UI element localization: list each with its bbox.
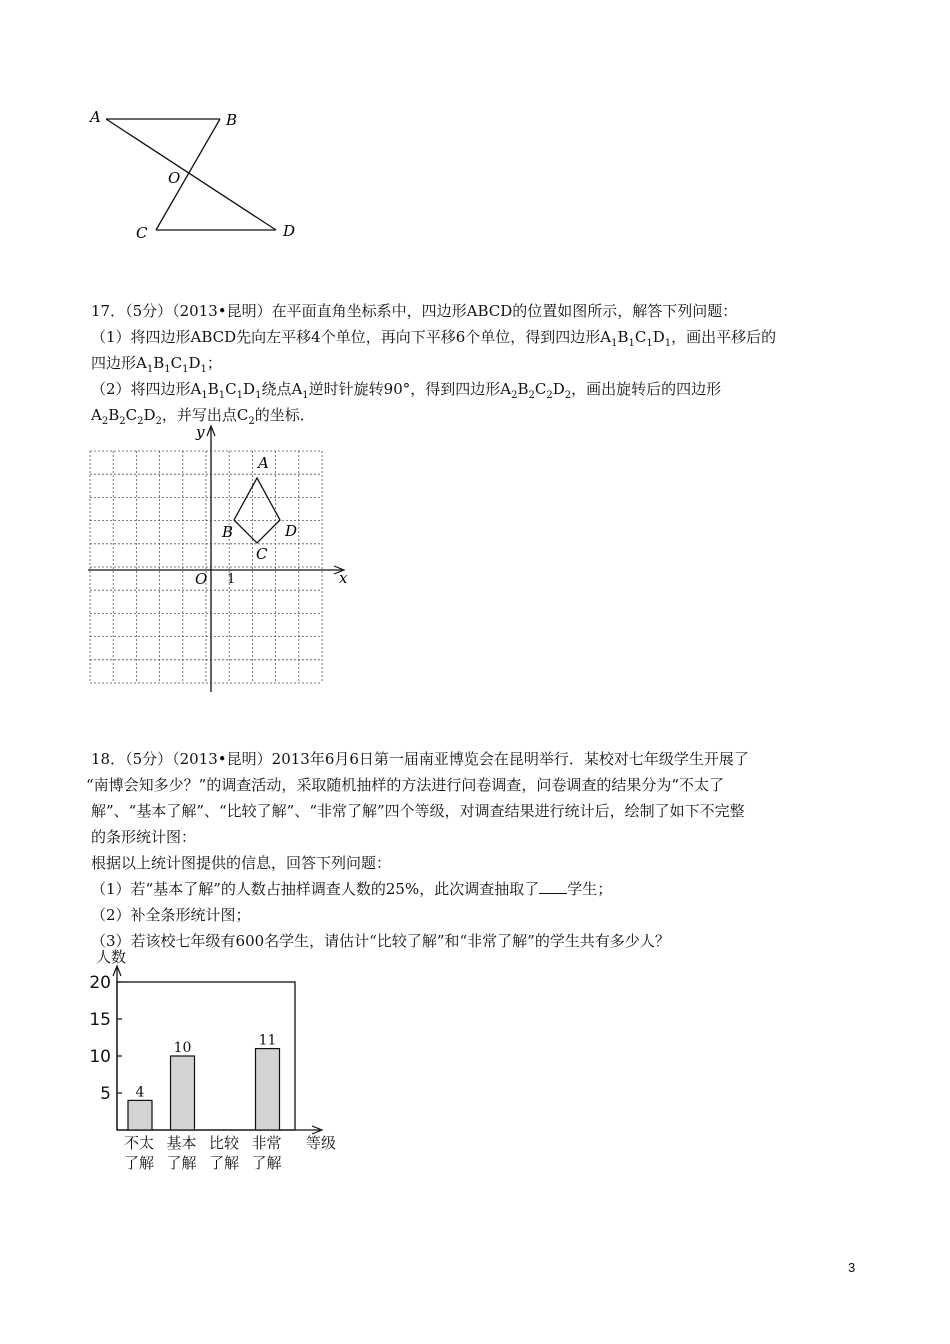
bar-data-label: 11 bbox=[258, 1032, 277, 1049]
q17-part1-line2: 四边形$A_1B_1C_1D_1$； bbox=[91, 354, 222, 375]
bar-data-label: 4 bbox=[135, 1084, 145, 1101]
y-tick-label: 10 bbox=[89, 1047, 111, 1067]
q17-heading: 17．（5分）（2013•昆明）在平面直角坐标系中，四边形ABCD的位置如图所示，解答下列问题： bbox=[91, 302, 738, 320]
quadrilateral-abcd bbox=[234, 478, 280, 543]
y-tick-label: 20 bbox=[89, 973, 111, 993]
bar-0 bbox=[128, 1100, 152, 1130]
fig1-label-b: B bbox=[226, 111, 238, 129]
fig1-label-d: D bbox=[283, 222, 296, 240]
q18-line1: 18．（5分）（2013•昆明）2013年6月6日第一届南亚博览会在昆明举行．某校对七年级学生开展了 bbox=[91, 750, 749, 768]
page-number: 3 bbox=[848, 1260, 856, 1275]
x-category-label-line1: 基本 bbox=[166, 1134, 197, 1152]
x-category-label-line1: 比较 bbox=[208, 1134, 240, 1152]
segment-ad bbox=[106, 119, 276, 230]
bar-1 bbox=[171, 1056, 195, 1130]
q17-part1: （1）将四边形ABCD先向左平移4个单位，再向下平移6个单位，得到四边形$A_1B_1C_1D_1$，画出平移后的 bbox=[91, 328, 777, 349]
y-axis-label: y bbox=[196, 423, 205, 441]
q18-line5: 根据以上统计图提供的信息，回答下列问题： bbox=[91, 854, 392, 872]
fig1-label-c: C bbox=[136, 224, 148, 242]
fig1-label-o: O bbox=[168, 169, 181, 187]
y-tick-label: 5 bbox=[100, 1084, 111, 1104]
bar-3 bbox=[256, 1049, 280, 1130]
q18-question3: （3）若该校七年级有600名学生，请估计“比较了解”和“非常了解”的学生共有多少人？ bbox=[91, 932, 670, 950]
point-d-label: D bbox=[285, 522, 298, 540]
bar-chart bbox=[84, 940, 354, 1175]
figure-abo-cd bbox=[80, 100, 320, 250]
point-b-label: B bbox=[222, 523, 234, 541]
x-category-label-line2: 了解 bbox=[166, 1154, 197, 1172]
x-category-label-line1: 不太 bbox=[123, 1134, 155, 1152]
point-c-label: C bbox=[256, 545, 268, 563]
x-category-label-line2: 了解 bbox=[251, 1154, 282, 1172]
chart-xlabel: 等级 bbox=[306, 1134, 337, 1152]
coordinate-grid-figure bbox=[84, 420, 364, 695]
x-category-label-line2: 了解 bbox=[208, 1154, 240, 1172]
grid-lines bbox=[90, 451, 322, 683]
q17-part2: （2）将四边形$A_1B_1C_1D_1$绕点$A_1$逆时针旋转90°，得到四边形$A_2B_2C_2D_2$，画出旋转后的四边形 bbox=[91, 380, 722, 401]
answer-blank[interactable] bbox=[539, 879, 567, 894]
q18-line2: “南博会知多少？”的调查活动，采取随机抽样的方法进行问卷调查，问卷调查的结果分为“不太了 bbox=[86, 776, 725, 794]
chart-marks bbox=[89, 973, 281, 1172]
fig1-label-a: A bbox=[90, 108, 101, 126]
q18-line3: 解”、“基本了解”、“比较了解”、“非常了解”四个等级，对调查结果进行统计后，绘制了如下不完整 bbox=[91, 802, 745, 820]
x-axis-label: x bbox=[339, 569, 348, 587]
x-category-label-line2: 了解 bbox=[123, 1154, 155, 1172]
q17-part2-line2: $A_2B_2C_2D_2$，并写出点$C_2$的坐标． bbox=[91, 406, 315, 427]
chart-ylabel: 人数 bbox=[96, 948, 127, 966]
bar-data-label: 10 bbox=[173, 1040, 192, 1056]
origin-label: O bbox=[195, 570, 208, 588]
q18-question2: （2）补全条形统计图； bbox=[91, 906, 251, 924]
q18-question1: （1）若“基本了解”的人数占抽样调查人数的25%，此次调查抽取了 学生； bbox=[91, 880, 613, 898]
unit-label: 1 bbox=[227, 572, 236, 587]
q18-line4: 的条形统计图： bbox=[91, 828, 197, 846]
segment-bc bbox=[156, 119, 220, 230]
y-tick-label: 15 bbox=[89, 1010, 111, 1030]
x-category-label-line1: 非常 bbox=[251, 1134, 282, 1152]
point-a-label: A bbox=[258, 454, 269, 472]
